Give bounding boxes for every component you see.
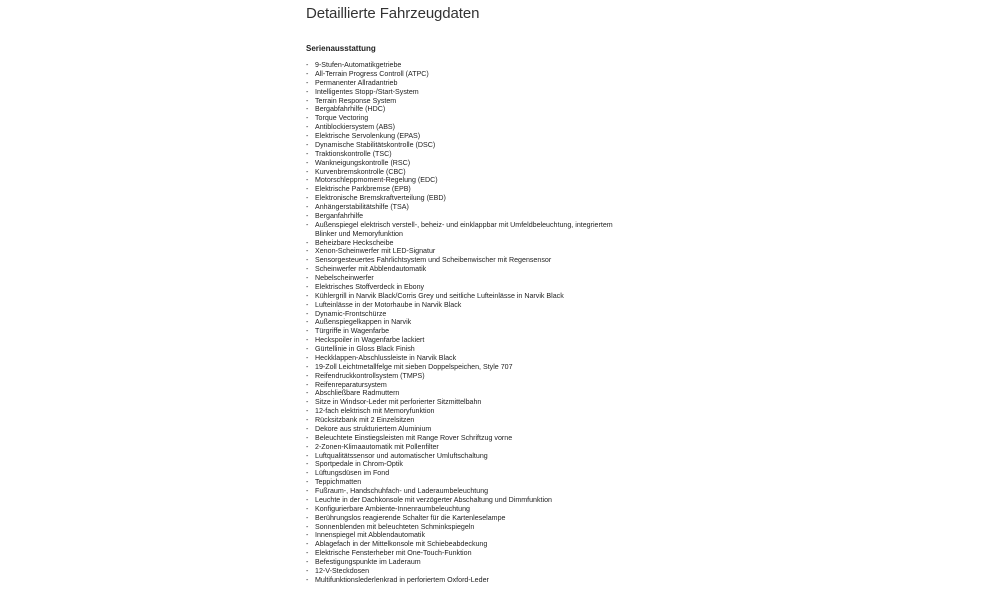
list-item [306, 292, 636, 301]
list-bullet: - [306, 176, 309, 185]
list-bullet: - [306, 211, 309, 220]
list-item [306, 487, 636, 496]
list-item [306, 247, 636, 256]
list-bullet: - [306, 566, 309, 575]
list-bullet: - [306, 540, 309, 549]
list-bullet: - [306, 61, 309, 69]
list-bullet: - [306, 256, 309, 265]
list-item-label: Berührungslos reagierende Schalter für die Kartenleselampe [315, 513, 506, 522]
list-item-label: Fußraum-, Handschuhfach- und Laderaumbeleuchtung [315, 487, 489, 495]
list-item-label: Dynamische Stabilitätskontrolle (DSC) [315, 140, 436, 149]
list-item [306, 70, 636, 79]
list-bullet: - [306, 114, 309, 123]
list-item [306, 159, 636, 168]
list-item-label: Kurvenbremskontrolle (CBC) [315, 167, 406, 176]
list-bullet: - [306, 274, 309, 282]
list-bullet: - [306, 469, 309, 478]
list-item [306, 265, 636, 274]
list-item-label: 9-Stufen-Automatikgetriebe [315, 61, 402, 69]
list-bullet: - [306, 460, 309, 469]
list-item [306, 460, 636, 469]
list-bullet: - [306, 327, 309, 336]
list-item [306, 185, 636, 194]
list-bullet: - [306, 487, 309, 495]
list-item [306, 549, 636, 558]
list-item-label: Wankneigungskontrolle (RSC) [315, 158, 411, 167]
list-item-label: Gürtellinie in Gloss Black Finish [315, 345, 415, 353]
list-item [306, 79, 636, 88]
list-item-label: Luftqualitätssensor und automatischer Umluftschaltung [315, 451, 488, 460]
list-bullet: - [306, 398, 309, 407]
list-bullet: - [306, 167, 309, 176]
list-bullet: - [306, 416, 309, 424]
list-item [306, 61, 636, 70]
list-item [306, 567, 636, 576]
list-bullet: - [306, 309, 309, 318]
list-item-label: Beleuchtete Einstiegsleisten mit Range Rover Schriftzug vorne [315, 433, 513, 442]
list-item [306, 407, 636, 416]
list-bullet: - [306, 513, 309, 522]
list-bullet: - [306, 407, 309, 416]
list-bullet: - [306, 185, 309, 194]
list-item [306, 576, 636, 585]
list-item-label: Heckspoiler in Wagenfarbe lackiert [315, 336, 425, 345]
list-bullet: - [306, 96, 309, 105]
list-item-label: Traktionskontrolle (TSC) [315, 149, 392, 158]
list-bullet: - [306, 87, 309, 96]
list-item [306, 114, 636, 123]
list-item [306, 239, 636, 248]
list-item [306, 469, 636, 478]
list-item-label: Intelligentes Stopp-/Start-System [315, 87, 419, 96]
list-item-label: Teppichmatten [315, 478, 362, 487]
list-item-label: Bergabfahrhilfe (HDC) [315, 105, 386, 114]
list-item-label: Ablagefach in der Mittelkonsole mit Schiebeabdeckung [315, 540, 488, 549]
list-item-label: Lüftungsdüsen im Fond [315, 469, 390, 478]
list-bullet: - [306, 424, 309, 433]
list-item [306, 150, 636, 159]
list-item-label: Sensorgesteuertes Fahrlichtsystem und Scheibenwischer mit Regensensor [315, 256, 552, 265]
list-item [306, 345, 636, 354]
page-title: Detaillierte Fahrzeugdaten [306, 5, 480, 22]
list-bullet: - [306, 504, 309, 513]
list-item-label: Elektrisches Stoffverdeck in Ebony [315, 282, 425, 291]
list-bullet: - [306, 123, 309, 132]
list-bullet: - [306, 522, 309, 531]
list-item [306, 221, 636, 239]
list-item-label: 2-Zonen-Klimaautomatik mit Pollenfilter [315, 442, 439, 451]
list-item [306, 505, 636, 514]
list-item-label: Lufteinlässe in der Motorhaube in Narvik Black [315, 300, 462, 309]
list-item-label: Heckklappen-Abschlussleiste in Narvik Black [315, 353, 457, 362]
list-item-label: All-Terrain Progress Controll (ATPC) [315, 69, 429, 78]
list-item [306, 434, 636, 443]
list-item [306, 123, 636, 132]
list-item-label: Elektrische Parkbremse (EPB) [315, 185, 411, 194]
list-item-label: Befestigungspunkte im Laderaum [315, 558, 421, 566]
list-bullet: - [306, 353, 309, 362]
feature-list [306, 61, 636, 585]
list-bullet: - [306, 220, 309, 229]
list-item [306, 425, 636, 434]
list-item [306, 381, 636, 390]
list-bullet: - [306, 194, 309, 203]
list-item [306, 88, 636, 97]
list-bullet: - [306, 132, 309, 140]
list-item [306, 274, 636, 283]
list-bullet: - [306, 247, 309, 256]
list-item-label: Terrain Response System [315, 96, 397, 105]
list-bullet: - [306, 149, 309, 158]
list-bullet: - [306, 105, 309, 114]
list-item-label: Elektronische Bremskraftverteilung (EBD) [315, 194, 446, 203]
list-item [306, 97, 636, 106]
list-bullet: - [306, 140, 309, 149]
list-item-label: Türgriffe in Wagenfarbe [315, 327, 390, 336]
list-item-label: Elektrische Servolenkung (EPAS) [315, 132, 421, 140]
list-bullet: - [306, 78, 309, 87]
list-item-label: Scheinwerfer mit Abblendautomatik [315, 265, 427, 274]
list-bullet: - [306, 433, 309, 442]
list-item [306, 558, 636, 567]
list-item [306, 336, 636, 345]
list-item [306, 141, 636, 150]
list-item [306, 318, 636, 327]
list-item [306, 452, 636, 461]
list-item-label: Berganfahrhilfe [315, 211, 364, 220]
list-bullet: - [306, 203, 309, 211]
list-bullet: - [306, 300, 309, 309]
list-item [306, 389, 636, 398]
list-item [306, 212, 636, 221]
list-item-label: Abschließbare Radmuttern [315, 389, 400, 398]
list-item-label: Außenspiegelkappen in Narvik [315, 318, 412, 327]
list-item [306, 194, 636, 203]
list-item-label: Antiblockiersystem (ABS) [315, 123, 396, 132]
list-item [306, 416, 636, 425]
list-item [306, 310, 636, 319]
list-item [306, 540, 636, 549]
list-item-label: Motorschleppmoment-Regelung (EDC) [315, 176, 438, 185]
list-item-label: Konfigurierbare Ambiente-Innenraumbeleuchtung [315, 504, 470, 513]
list-bullet: - [306, 442, 309, 451]
list-item-label: Dynamic-Frontschürze [315, 309, 387, 318]
list-item [306, 168, 636, 177]
list-item-label: Leuchte in der Dachkonsole mit verzögerter Abschaltung und Dimmfunktion [315, 495, 552, 504]
list-bullet: - [306, 238, 309, 247]
list-bullet: - [306, 345, 309, 353]
list-item-label: 12-V-Steckdosen [315, 566, 370, 575]
list-item [306, 443, 636, 452]
list-bullet: - [306, 389, 309, 398]
list-item [306, 301, 636, 310]
list-bullet: - [306, 495, 309, 504]
list-item [306, 256, 636, 265]
list-item [306, 354, 636, 363]
list-bullet: - [306, 575, 309, 584]
list-item-label: Sportpedale in Chrom-Optik [315, 460, 403, 469]
list-item-label: Xenon-Scheinwerfer mit LED-Signatur [315, 247, 436, 256]
list-item-label: Elektrische Fensterheber mit One-Touch-Funktion [315, 549, 472, 558]
list-bullet: - [306, 69, 309, 78]
list-bullet: - [306, 380, 309, 389]
list-bullet: - [306, 362, 309, 371]
list-item-label: Kühlergrill in Narvik Black/Corris Grey und seitliche Lufteinlässe in Narvik Black [315, 291, 564, 300]
list-item [306, 496, 636, 505]
list-item [306, 523, 636, 532]
list-item [306, 398, 636, 407]
list-item [306, 327, 636, 336]
list-item [306, 203, 636, 212]
list-item [306, 132, 636, 141]
list-item-label: Permanenter Allradantrieb [315, 78, 398, 87]
list-item-label: Rücksitzbank mit 2 Einzelsitzen [315, 416, 415, 424]
list-item-label: Sonnenblenden mit beleuchteten Schminkspiegeln [315, 522, 475, 531]
list-bullet: - [306, 158, 309, 167]
list-item [306, 363, 636, 372]
list-item-label: Reifenreparatursystem [315, 380, 387, 389]
list-bullet: - [306, 318, 309, 327]
list-item [306, 531, 636, 540]
list-item-label: Sitze in Windsor-Leder mit perforierter Sitzmittelbahn [315, 398, 482, 407]
list-bullet: - [306, 558, 309, 566]
list-bullet: - [306, 291, 309, 300]
list-item-label: Beheizbare Heckscheibe [315, 238, 394, 247]
list-item-label: Reifendruckkontrollsystem (TMPS) [315, 371, 425, 380]
list-bullet: - [306, 371, 309, 380]
list-item [306, 105, 636, 114]
list-item-label: 12-fach elektrisch mit Memoryfunktion [315, 407, 435, 416]
list-bullet: - [306, 282, 309, 291]
list-item [306, 283, 636, 292]
list-item [306, 372, 636, 381]
list-item-label: Dekore aus strukturiertem Aluminium [315, 424, 432, 433]
list-item-label: Torque Vectoring [315, 114, 369, 123]
list-item-label: Anhängerstabilitätshilfe (TSA) [315, 203, 409, 211]
section-heading: Serienausstattung [306, 44, 376, 53]
list-item-label: Nebelscheinwerfer [315, 274, 374, 282]
list-bullet: - [306, 531, 309, 540]
list-bullet: - [306, 549, 309, 558]
list-item [306, 514, 636, 523]
list-bullet: - [306, 451, 309, 460]
list-item-label: 19-Zoll Leichtmetallfelge mit sieben Doppelspeichen, Style 707 [315, 362, 513, 371]
list-bullet: - [306, 336, 309, 345]
list-item [306, 478, 636, 487]
list-item-label: Innenspiegel mit Abblendautomatik [315, 531, 426, 540]
list-item-label: Außenspiegel elektrisch verstell-, beheiz- und einklappbar mit Umfeldbeleuchtung, integriertem Blinker und Memoryfunktion [315, 220, 613, 238]
list-bullet: - [306, 478, 309, 487]
list-item-label: Multifunktionslederlenkrad in perforiertem Oxford-Leder [315, 575, 489, 584]
list-item [306, 176, 636, 185]
list-bullet: - [306, 265, 309, 274]
